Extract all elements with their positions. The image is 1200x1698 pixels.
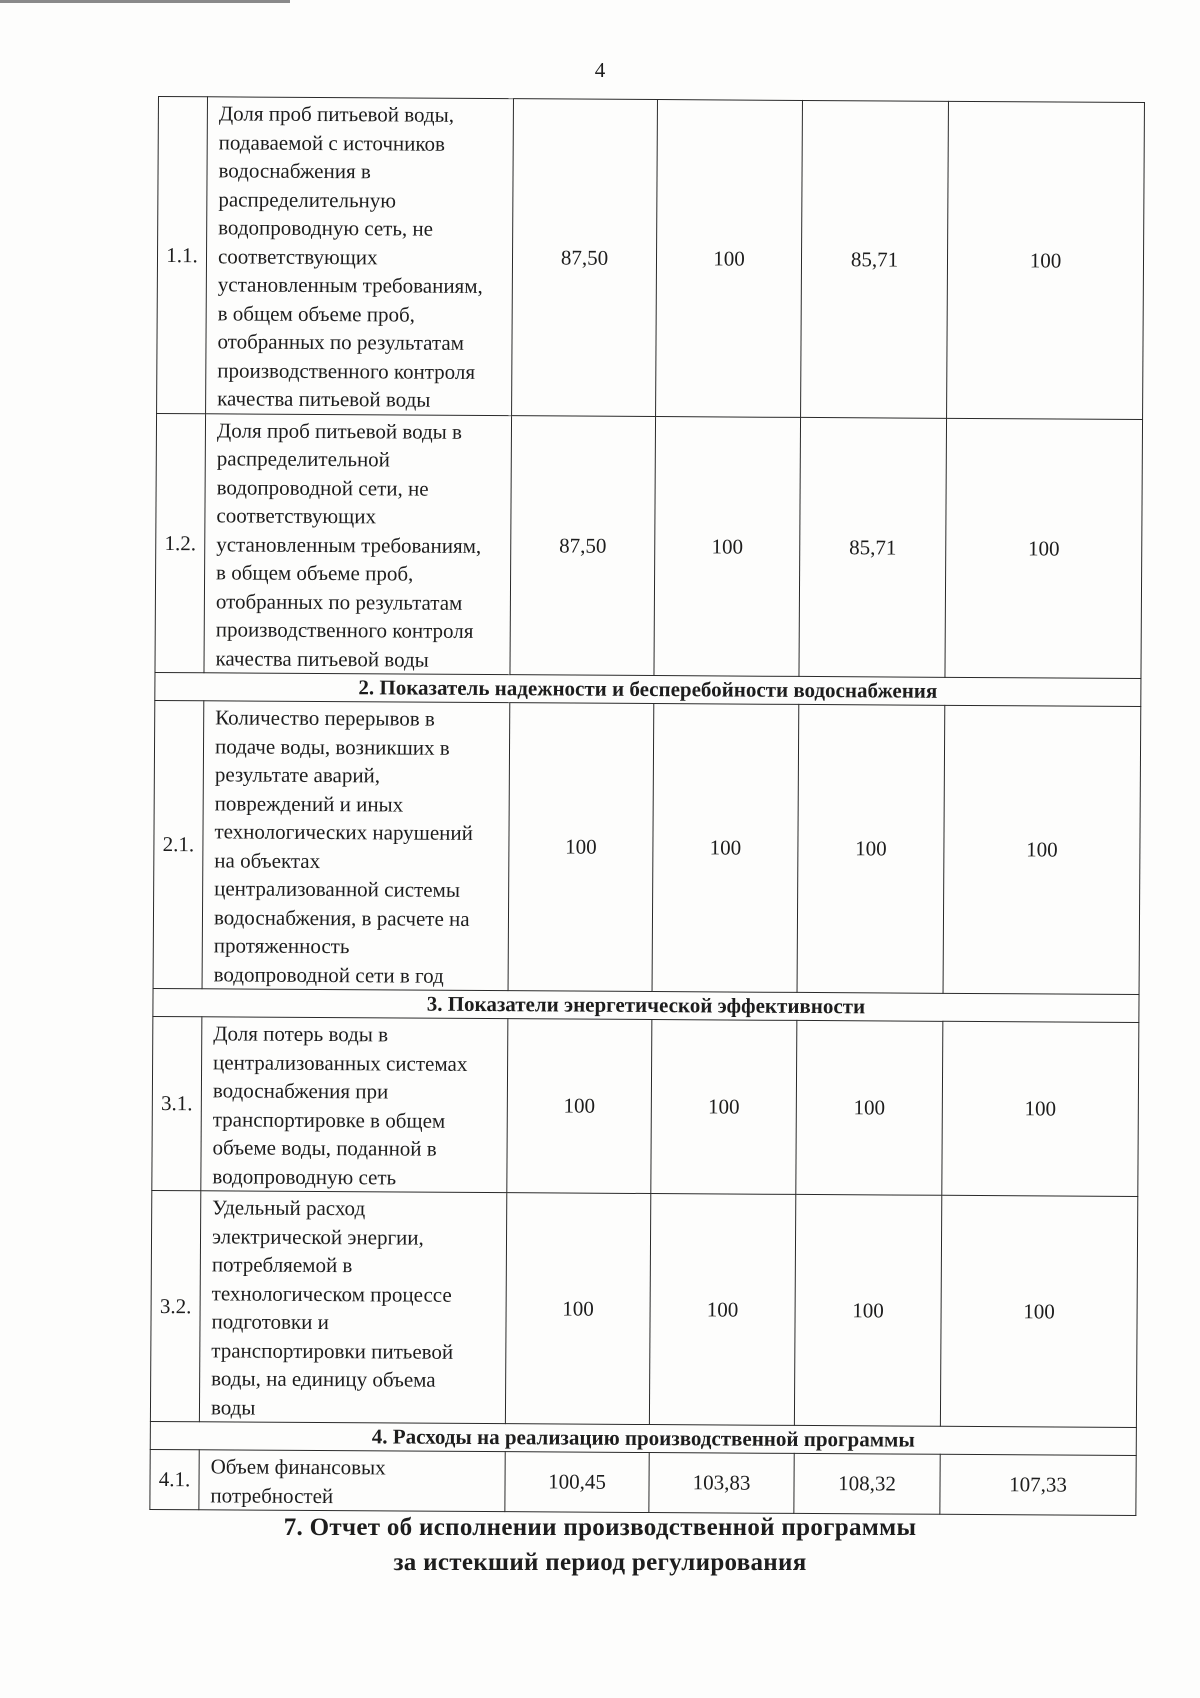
value-cell: 103,83 — [649, 1453, 794, 1514]
value-cell: 100 — [794, 1194, 941, 1426]
indicator-name-line: водопроводную сеть, не — [218, 215, 434, 241]
row-number: 4.1. — [150, 1449, 199, 1509]
table-row — [150, 1190, 1137, 1427]
indicator-name-line: соответствующих — [217, 243, 378, 269]
table-row — [157, 97, 1145, 420]
indicator-name-line: производственного контроля — [217, 357, 476, 384]
value-cell: 100 — [651, 1020, 797, 1195]
value-cell: 100 — [508, 703, 654, 992]
value-cell: 100 — [797, 704, 945, 993]
indicator-name-line: электрической энергии, — [211, 1223, 424, 1250]
indicator-name-line: качества питьевой воды — [217, 386, 431, 412]
indicator-name-line: водопроводную сеть — [212, 1163, 397, 1189]
table-row — [155, 413, 1143, 679]
indicator-name — [199, 1191, 506, 1424]
section-heading-line-1: 7. Отчет об исполнении производственной программы — [283, 1514, 917, 1541]
table-row — [153, 700, 1141, 994]
indicator-name — [204, 413, 512, 674]
indicator-name-line: централизованной системы — [214, 876, 461, 902]
indicator-name-line: подаваемой с источников — [218, 129, 446, 156]
indicator-name-line: Доля проб питьевой воды, — [218, 101, 455, 127]
indicator-name-line: Доля потерь воды в — [213, 1021, 389, 1047]
indicator-name-line: технологических нарушений — [214, 819, 473, 845]
indicator-name-line: Доля проб питьевой воды в — [216, 417, 463, 444]
indicator-name-line: водоснабжения при — [212, 1078, 389, 1104]
indicator-name-line: воды — [210, 1394, 256, 1420]
indicator-name-line: объеме воды, поданной в — [212, 1135, 437, 1161]
indicator-name-line: водопроводной сети, не — [216, 474, 429, 501]
indicator-name-line: подготовки и — [211, 1309, 329, 1335]
indicator-name-line: качества питьевой воды — [215, 645, 429, 672]
indicator-name — [201, 1017, 508, 1193]
value-cell: 100 — [654, 416, 801, 676]
value-cell: 100,45 — [505, 1452, 649, 1513]
indicator-name-line: Объем финансовых — [210, 1454, 386, 1480]
indicator-name-line: соответствующих — [216, 503, 377, 529]
indicator-name-line: водопроводной сети в год — [213, 961, 444, 988]
section-title: 3. Показатели энергетической эффективности — [153, 988, 1139, 1022]
value-cell: 107,33 — [940, 1454, 1136, 1515]
value-cell: 100 — [943, 705, 1141, 994]
row-number: 1.1. — [157, 97, 208, 414]
indicator-name — [202, 701, 510, 991]
indicators-table-body — [150, 97, 1145, 1516]
value-cell: 100 — [505, 1193, 650, 1425]
indicator-name-line: результате аварий, — [214, 762, 381, 788]
indicator-name-line: потребностей — [210, 1482, 334, 1508]
scan-edge — [0, 0, 290, 3]
section-title: 2. Показатель надежности и бесперебойности водоснабжения — [155, 672, 1141, 706]
indicator-name-line: воды, на единицу объема — [211, 1366, 436, 1392]
indicator-name-line: водоснабжения, в расчете на — [213, 904, 470, 931]
value-cell: 100 — [947, 101, 1145, 419]
section-heading — [0, 1510, 1200, 1580]
value-cell: 100 — [945, 418, 1143, 679]
indicator-name-line: в общем объеме проб, — [216, 560, 414, 586]
indicator-name-line: в общем объеме проб, — [217, 300, 416, 327]
section-title: 4. Расходы на реализацию производственной программы — [150, 1421, 1136, 1455]
value-cell: 100 — [649, 1194, 795, 1426]
value-cell: 87,50 — [512, 99, 658, 416]
indicator-name-line: отобранных по результатам — [217, 329, 465, 355]
value-cell: 100 — [942, 1021, 1139, 1196]
value-cell: 100 — [507, 1019, 652, 1194]
indicator-name-line: транспортировки питьевой — [211, 1337, 454, 1364]
value-cell: 85,71 — [801, 100, 949, 417]
indicator-name — [199, 1450, 505, 1512]
indicator-name-line: протяженность — [213, 933, 350, 959]
indicator-name-line: централизованных системах — [213, 1049, 468, 1076]
indicator-name-line: отобранных по результатам — [215, 588, 463, 615]
value-cell: 108,32 — [794, 1453, 940, 1514]
indicator-name-line: повреждений и иных — [214, 790, 404, 817]
indicators-table — [149, 96, 1145, 1516]
section-heading-line-2: за истекший период регулирования — [393, 1549, 807, 1576]
value-cell: 85,71 — [799, 417, 947, 677]
value-cell: 100 — [796, 1020, 943, 1195]
value-cell: 100 — [652, 704, 799, 993]
indicator-name-line: установленным требованиям, — [217, 272, 483, 298]
indicator-name-line: потребляемой в — [211, 1252, 353, 1278]
row-number: 3.1. — [152, 1016, 202, 1190]
table-row — [150, 1449, 1136, 1515]
indicator-name-line: производственного контроля — [215, 617, 474, 643]
indicator-name — [206, 97, 514, 415]
indicator-name-line: подаче воды, возникших в — [214, 733, 450, 760]
indicator-name-line: технологическом процессе — [211, 1280, 452, 1307]
indicator-name-line: распределительную — [218, 186, 397, 212]
indicator-name-line: Количество перерывов в — [215, 705, 435, 731]
row-number: 2.1. — [153, 700, 204, 988]
table-row — [152, 1016, 1139, 1196]
value-cell: 87,50 — [510, 415, 656, 675]
indicator-name-line: на объектах — [214, 847, 321, 873]
indicator-name-line: водоснабжения в — [218, 158, 371, 184]
indicator-name-line: Удельный расход — [212, 1195, 366, 1221]
row-number: 3.2. — [150, 1190, 200, 1421]
indicator-name-line: установленным требованиям, — [216, 531, 482, 558]
indicator-name-line: распределительной — [216, 446, 391, 472]
indicator-name-line: транспортировке в общем — [212, 1106, 446, 1133]
page-number: 4 — [594, 58, 606, 82]
value-cell: 100 — [940, 1195, 1137, 1427]
row-number: 1.2. — [155, 413, 206, 673]
value-cell: 100 — [656, 100, 803, 417]
